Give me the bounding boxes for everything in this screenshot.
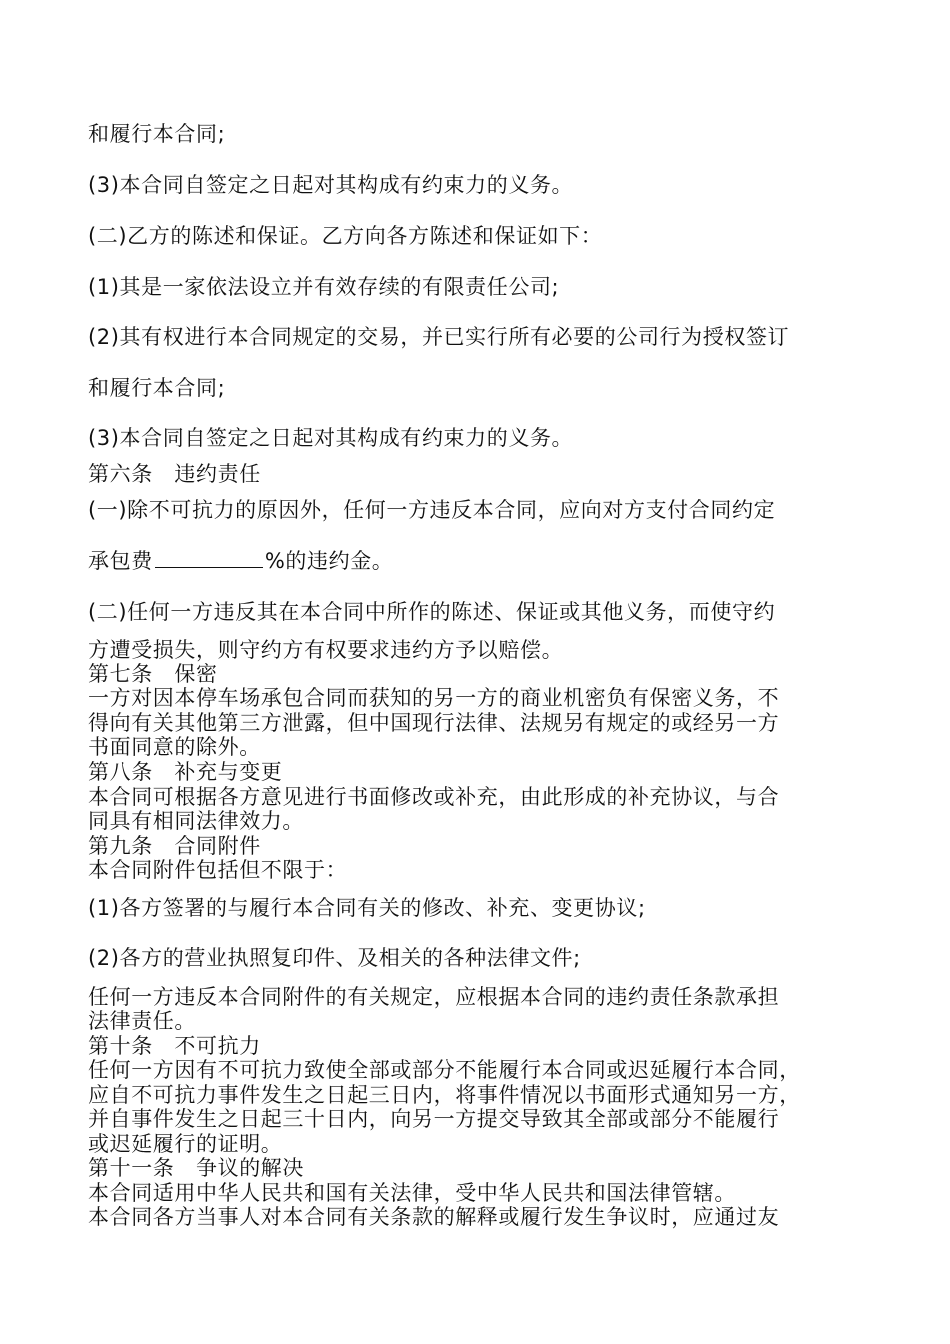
article-heading: 第六条 违约责任 [88, 462, 261, 486]
text-line: (3)本合同自签定之日起对其构成有约束力的义务。 [88, 426, 574, 450]
text-line: 或迟延履行的证明。 [88, 1132, 283, 1156]
text-line: (二)乙方的陈述和保证。乙方向各方陈述和保证如下： [88, 224, 603, 248]
text-line: 并自事件发生之日起三十日内，向另一方提交导致其全部或部分不能履行 [88, 1107, 780, 1131]
text-segment: 承包费 [88, 549, 153, 573]
text-line-with-blank [88, 549, 393, 573]
article-heading: 第十一条 争议的解决 [88, 1156, 304, 1180]
text-line: 同具有相同法律效力。 [88, 809, 304, 833]
text-line: 书面同意的除外。 [88, 735, 261, 759]
text-line: 应自不可抗力事件发生之日起三日内，将事件情况以书面形式通知另一方， [88, 1083, 801, 1107]
article-heading: 第八条 补充与变更 [88, 760, 283, 784]
article-heading: 第九条 合同附件 [88, 834, 261, 858]
text-line: (2)其有权进行本合同规定的交易，并已实行所有必要的公司行为授权签订 [88, 325, 790, 349]
text-line: (2)各方的营业执照复印件、及相关的各种法律文件; [88, 946, 581, 970]
text-line: 本合同附件包括但不限于： [88, 858, 348, 882]
text-line: 得向有关其他第三方泄露，但中国现行法律、法规另有规定的或经另一方 [88, 711, 780, 735]
text-line: (一)除不可抗力的原因外，任何一方违反本合同，应向对方支付合同约定 [88, 498, 776, 522]
text-line: 方遭受损失，则守约方有权要求违约方予以赔偿。 [88, 638, 564, 662]
text-segment: %的违约金。 [264, 549, 394, 573]
article-heading: 第七条 保密 [88, 662, 218, 686]
text-line: 和履行本合同; [88, 122, 226, 146]
text-line: (二)任何一方违反其在本合同中所作的陈述、保证或其他义务，而使守约 [88, 600, 776, 624]
text-line: 本合同可根据各方意见进行书面修改或补充，由此形成的补充协议，与合 [88, 785, 780, 809]
text-line: 本合同各方当事人对本合同有关条款的解释或履行发生争议时，应通过友 [88, 1205, 780, 1229]
text-line: 任何一方因有不可抗力致使全部或部分不能履行本合同或迟延履行本合同， [88, 1058, 801, 1082]
text-line: (3)本合同自签定之日起对其构成有约束力的义务。 [88, 173, 574, 197]
text-line: 本合同适用中华人民共和国有关法律，受中华人民共和国法律管辖。 [88, 1181, 736, 1205]
text-line: (1)各方签署的与履行本合同有关的修改、补充、变更协议; [88, 896, 646, 920]
text-line: 任何一方违反本合同附件的有关规定，应根据本合同的违约责任条款承担 [88, 985, 780, 1009]
fill-in-blank [155, 549, 263, 568]
text-line: 法律责任。 [88, 1009, 196, 1033]
text-line: 和履行本合同; [88, 376, 226, 400]
text-line: 一方对因本停车场承包合同而获知的另一方的商业机密负有保密义务，不 [88, 686, 780, 710]
text-line: (1)其是一家依法设立并有效存续的有限责任公司; [88, 275, 560, 299]
article-heading: 第十条 不可抗力 [88, 1034, 261, 1058]
